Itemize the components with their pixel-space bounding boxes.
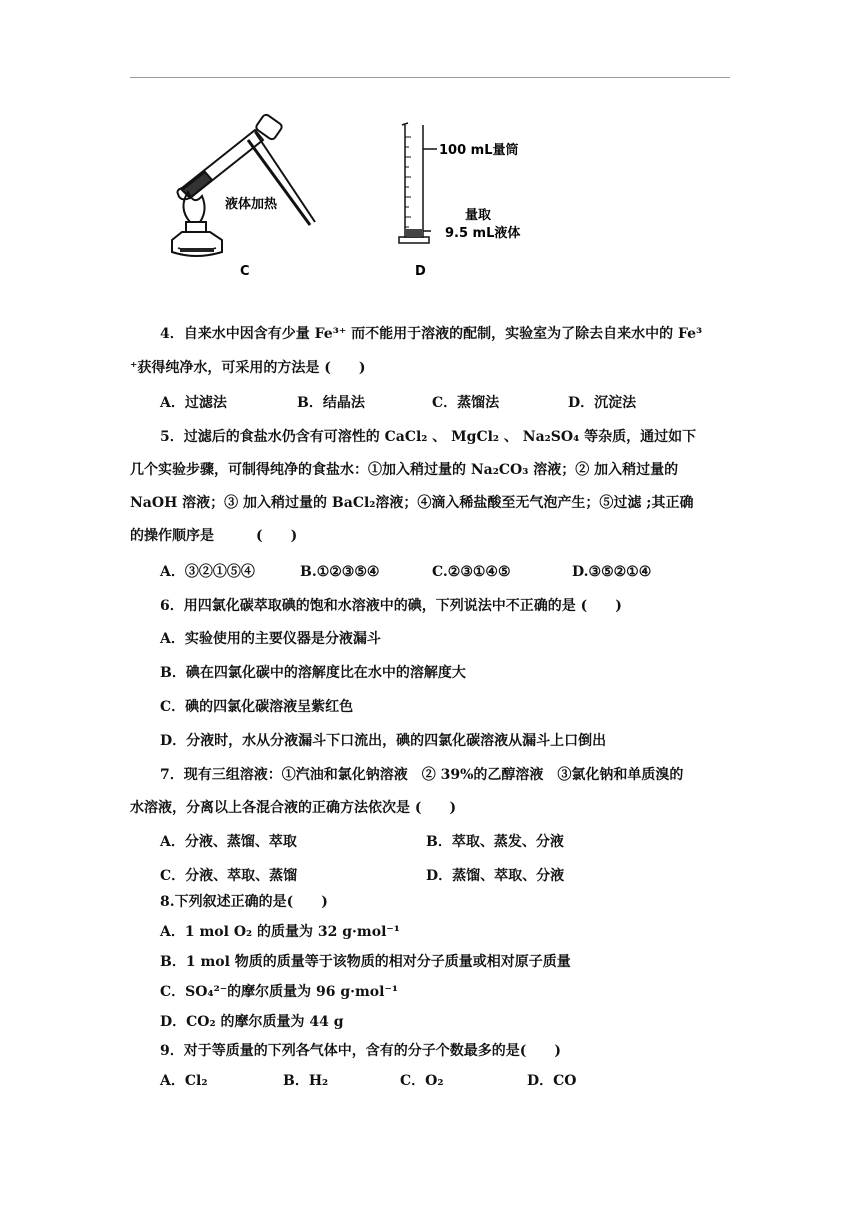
q4-option-b: B．结晶法 [297, 395, 365, 411]
q9-option-c: C．O₂ [400, 1073, 444, 1089]
figure-c-liquid-heating [160, 110, 360, 285]
q9-option-b: B．H₂ [283, 1073, 329, 1089]
q5-stem-line3: NaOH 溶液；③ 加入稍过量的 BaCl₂溶液；④滴入稀盐酸至无气泡产生；⑤过滤 ;其正确 [130, 495, 694, 511]
q4-option-d: D．沉淀法 [568, 395, 637, 411]
q7-stem-line2: 水溶液，分离以上各混合液的正确方法依次是 ( ) [130, 800, 457, 816]
q6-option-b: B．碘在四氯化碳中的溶解度比在水中的溶解度大 [160, 665, 466, 681]
q8-option-d: D．CO₂ 的摩尔质量为 44 g [160, 1014, 344, 1030]
figure-d-label: D [415, 264, 426, 279]
q5-stem-line2: 几个实验步骤，可制得纯净的食盐水：①加入稍过量的 Na₂CO₃ 溶液；② 加入稍过量的 [130, 462, 679, 478]
q7-stem-line1: 7．现有三组溶液：①汽油和氯化钠溶液 ② 39%的乙醇溶液 ③氯化钠和单质溴的 [160, 767, 684, 783]
q5-option-d: D.③⑤②①④ [572, 564, 652, 580]
figure-d-caption-mid: 量取 [465, 208, 492, 223]
figure-d-caption-bottom: 9.5 mL液体 [445, 226, 521, 241]
q5-option-b: B.①②③⑤④ [300, 564, 380, 580]
figure-d-graduated-cylinder [395, 115, 555, 285]
q7-option-c: C．分液、萃取、蒸馏 [160, 868, 298, 884]
q5-stem-line1: 5．过滤后的食盐水仍含有可溶性的 CaCl₂ 、 MgCl₂ 、 Na₂SO₄ 等杂质，通过如下 [160, 429, 697, 445]
q8-stem: 8.下列叙述正确的是( ) [160, 894, 328, 910]
q7-option-d: D．蒸馏、萃取、分液 [426, 868, 565, 884]
q6-option-a: A．实验使用的主要仪器是分液漏斗 [160, 631, 381, 647]
q5-stem-line4: 的操作顺序是 ( ) [130, 528, 298, 544]
q6-option-d: D．分液时，水从分液漏斗下口流出，碘的四氯化碳溶液从漏斗上口倒出 [160, 733, 607, 749]
figure-c-label: C [240, 264, 250, 279]
q8-option-b: B．1 mol 物质的质量等于该物质的相对分子质量或相对原子质量 [160, 954, 571, 970]
q7-option-b: B．萃取、蒸发、分液 [426, 834, 564, 850]
q4-stem-line1: 4．自来水中因含有少量 Fe³⁺ 而不能用于溶液的配制，实验室为了除去自来水中的 Fe³ [160, 326, 703, 342]
q5-option-c: C.②③①④⑤ [432, 564, 511, 580]
header-rule [130, 77, 730, 78]
q6-option-c: C．碘的四氯化碳溶液呈紫红色 [160, 699, 354, 715]
q7-option-a: A．分液、蒸馏、萃取 [160, 834, 297, 850]
q8-option-a: A．1 mol O₂ 的质量为 32 g·mol⁻¹ [160, 924, 400, 940]
q4-option-a: A．过滤法 [160, 395, 227, 411]
figure-c-caption: 液体加热 [225, 197, 278, 212]
q9-option-d: D．CO [527, 1073, 577, 1089]
q4-stem-line2: ⁺获得纯净水，可采用的方法是 ( ) [130, 360, 366, 376]
q4-option-c: C．蒸馏法 [432, 395, 500, 411]
q5-option-a: A．③②①⑤④ [160, 564, 255, 580]
q9-stem: 9．对于等质量的下列各气体中，含有的分子个数最多的是( ) [160, 1043, 561, 1059]
q6-stem: 6．用四氯化碳萃取碘的饱和水溶液中的碘，下列说法中不正确的是 ( ) [160, 598, 622, 614]
q9-option-a: A．Cl₂ [160, 1073, 208, 1089]
graduated-cylinder-illustration [395, 115, 555, 285]
figure-d-caption-top: 100 mL量筒 [439, 143, 519, 158]
q8-option-c: C．SO₄²⁻的摩尔质量为 96 g·mol⁻¹ [160, 984, 398, 1000]
test-tube-heating-illustration [160, 110, 360, 285]
